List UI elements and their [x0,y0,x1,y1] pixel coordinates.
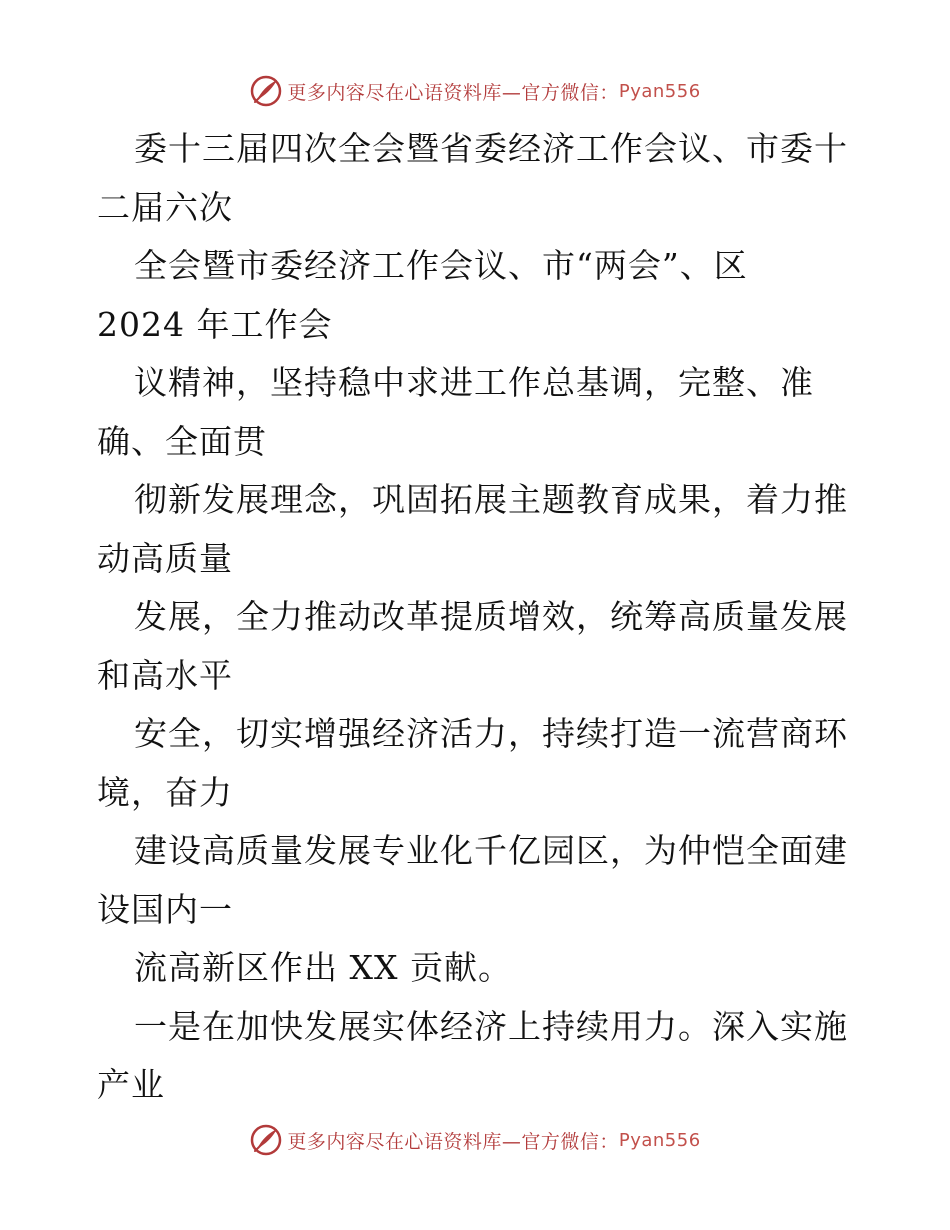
feather-logo-icon [249,74,283,108]
body-line: 境，奋力 [97,772,233,812]
body-line: 建设高质量发展专业化千亿园区，为仲恺全面建 [134,831,848,870]
header-watermark [0,71,950,111]
body-line: 全会暨市委经济工作会议、市“两会”、区 [134,246,748,285]
body-line: 安全，切实增强经济活力，持续打造一流营商环 [134,714,848,753]
body-line: 发展，全力推动改革提质增效，统筹高质量发展 [134,597,848,636]
body-line: 动高质量 [97,538,233,578]
body-line: 和高水平 [97,655,233,695]
header-watermark-text: 更多内容尽在心语资料库—官方微信： [287,81,619,104]
footer-watermark [0,1120,950,1160]
body-line: 设国内一 [97,889,233,929]
feather-logo-icon [249,1123,283,1157]
body-line: 二届六次 [97,187,233,227]
footer-watermark-contact: Pyan556 [618,1129,701,1151]
document-body [97,120,857,1115]
body-line: 流高新区作出 XX 贡献。 [134,948,512,987]
body-line: 产业 [97,1065,165,1104]
body-line: 一是在加快发展实体经济上持续用力。深入实施 [134,1006,848,1046]
footer-watermark-text: 更多内容尽在心语资料库—官方微信： [287,1130,619,1153]
body-line: 委十三届四次全会暨省委经济工作会议、市委十 [134,129,848,168]
body-line: 议精神，坚持稳中求进工作总基调，完整、准 [134,363,814,402]
header-watermark-contact: Pyan556 [618,80,701,102]
body-line: 彻新发展理念，巩固拓展主题教育成果，着力推 [134,480,848,519]
body-line: 确、全面贯 [97,421,267,461]
body-line: 2024 年工作会 [97,304,333,344]
